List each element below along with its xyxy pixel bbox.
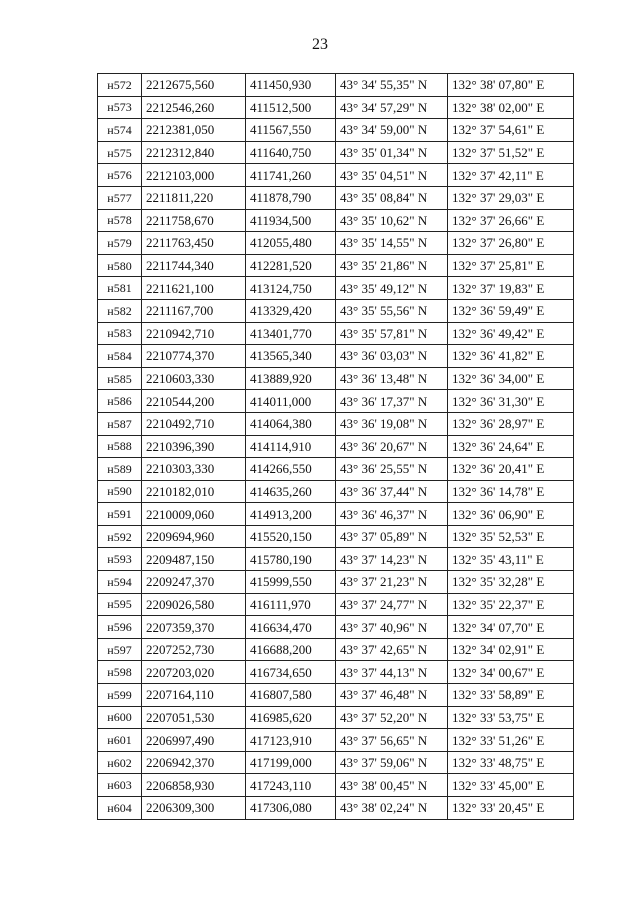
- x-coordinate-cell: 2207252,730: [142, 638, 246, 661]
- x-coordinate-cell: 2211758,670: [142, 209, 246, 232]
- point-id-cell: н588: [98, 435, 142, 458]
- longitude-cell: 132° 37' 51,52" E: [448, 141, 574, 164]
- table-row: [98, 661, 574, 684]
- longitude-cell: 132° 36' 28,97" E: [448, 412, 574, 435]
- point-id-cell: н601: [98, 729, 142, 752]
- y-coordinate-cell: 411741,260: [246, 164, 336, 187]
- table-row: [98, 480, 574, 503]
- x-coordinate-cell: 2212103,000: [142, 164, 246, 187]
- point-id-cell: н578: [98, 209, 142, 232]
- x-coordinate-cell: 2211167,700: [142, 299, 246, 322]
- longitude-cell: 132° 35' 22,37" E: [448, 593, 574, 616]
- table-row: [98, 164, 574, 187]
- x-coordinate-cell: 2212381,050: [142, 119, 246, 142]
- latitude-cell: 43° 35' 10,62" N: [336, 209, 448, 232]
- longitude-cell: 132° 36' 31,30" E: [448, 390, 574, 413]
- y-coordinate-cell: 416634,470: [246, 616, 336, 639]
- longitude-cell: 132° 36' 14,78" E: [448, 480, 574, 503]
- table-row: [98, 322, 574, 345]
- x-coordinate-cell: 2206942,370: [142, 751, 246, 774]
- latitude-cell: 43° 36' 13,48" N: [336, 367, 448, 390]
- point-id-cell: н594: [98, 571, 142, 594]
- longitude-cell: 132° 36' 49,42" E: [448, 322, 574, 345]
- table-row: [98, 638, 574, 661]
- y-coordinate-cell: 411878,790: [246, 186, 336, 209]
- point-id-cell: н582: [98, 299, 142, 322]
- y-coordinate-cell: 415780,190: [246, 548, 336, 571]
- latitude-cell: 43° 37' 40,96" N: [336, 616, 448, 639]
- y-coordinate-cell: 412055,480: [246, 232, 336, 255]
- table-row: [98, 435, 574, 458]
- longitude-cell: 132° 37' 29,03" E: [448, 186, 574, 209]
- table-row: [98, 412, 574, 435]
- longitude-cell: 132° 38' 02,00" E: [448, 96, 574, 119]
- point-id-cell: н585: [98, 367, 142, 390]
- y-coordinate-cell: 414064,380: [246, 412, 336, 435]
- latitude-cell: 43° 36' 25,55" N: [336, 458, 448, 481]
- longitude-cell: 132° 35' 52,53" E: [448, 525, 574, 548]
- y-coordinate-cell: 417306,080: [246, 797, 336, 820]
- table-row: [98, 345, 574, 368]
- point-id-cell: н590: [98, 480, 142, 503]
- latitude-cell: 43° 35' 49,12" N: [336, 277, 448, 300]
- table-row: [98, 548, 574, 571]
- point-id-cell: н589: [98, 458, 142, 481]
- point-id-cell: н591: [98, 503, 142, 526]
- latitude-cell: 43° 37' 21,23" N: [336, 571, 448, 594]
- table-row: [98, 367, 574, 390]
- x-coordinate-cell: 2210303,330: [142, 458, 246, 481]
- point-id-cell: н598: [98, 661, 142, 684]
- x-coordinate-cell: 2210492,710: [142, 412, 246, 435]
- latitude-cell: 43° 34' 55,35" N: [336, 74, 448, 97]
- x-coordinate-cell: 2212312,840: [142, 141, 246, 164]
- y-coordinate-cell: 413401,770: [246, 322, 336, 345]
- table-row: [98, 729, 574, 752]
- longitude-cell: 132° 36' 41,82" E: [448, 345, 574, 368]
- longitude-cell: 132° 36' 06,90" E: [448, 503, 574, 526]
- y-coordinate-cell: 414635,260: [246, 480, 336, 503]
- x-coordinate-cell: 2210942,710: [142, 322, 246, 345]
- x-coordinate-cell: 2210774,370: [142, 345, 246, 368]
- longitude-cell: 132° 34' 02,91" E: [448, 638, 574, 661]
- longitude-cell: 132° 37' 25,81" E: [448, 254, 574, 277]
- point-id-cell: н583: [98, 322, 142, 345]
- y-coordinate-cell: 411450,930: [246, 74, 336, 97]
- table-row: [98, 616, 574, 639]
- x-coordinate-cell: 2207051,530: [142, 706, 246, 729]
- point-id-cell: н600: [98, 706, 142, 729]
- y-coordinate-cell: 413124,750: [246, 277, 336, 300]
- latitude-cell: 43° 37' 44,13" N: [336, 661, 448, 684]
- point-id-cell: н592: [98, 525, 142, 548]
- point-id-cell: н599: [98, 684, 142, 707]
- coordinates-table-body: [98, 74, 574, 820]
- y-coordinate-cell: 411640,750: [246, 141, 336, 164]
- table-row: [98, 797, 574, 820]
- point-id-cell: н595: [98, 593, 142, 616]
- longitude-cell: 132° 33' 58,89" E: [448, 684, 574, 707]
- point-id-cell: н602: [98, 751, 142, 774]
- point-id-cell: н576: [98, 164, 142, 187]
- x-coordinate-cell: 2210009,060: [142, 503, 246, 526]
- x-coordinate-cell: 2209026,580: [142, 593, 246, 616]
- table-row: [98, 706, 574, 729]
- table-row: [98, 503, 574, 526]
- x-coordinate-cell: 2209247,370: [142, 571, 246, 594]
- y-coordinate-cell: 411934,500: [246, 209, 336, 232]
- longitude-cell: 132° 34' 00,67" E: [448, 661, 574, 684]
- longitude-cell: 132° 37' 26,66" E: [448, 209, 574, 232]
- point-id-cell: н584: [98, 345, 142, 368]
- y-coordinate-cell: 414011,000: [246, 390, 336, 413]
- x-coordinate-cell: 2210396,390: [142, 435, 246, 458]
- table-row: [98, 593, 574, 616]
- latitude-cell: 43° 34' 59,00" N: [336, 119, 448, 142]
- x-coordinate-cell: 2209487,150: [142, 548, 246, 571]
- table-row: [98, 277, 574, 300]
- y-coordinate-cell: 416688,200: [246, 638, 336, 661]
- y-coordinate-cell: 417123,910: [246, 729, 336, 752]
- x-coordinate-cell: 2211763,450: [142, 232, 246, 255]
- longitude-cell: 132° 37' 26,80" E: [448, 232, 574, 255]
- point-id-cell: н596: [98, 616, 142, 639]
- latitude-cell: 43° 37' 24,77" N: [336, 593, 448, 616]
- point-id-cell: н579: [98, 232, 142, 255]
- x-coordinate-cell: 2206309,300: [142, 797, 246, 820]
- latitude-cell: 43° 36' 17,37" N: [336, 390, 448, 413]
- latitude-cell: 43° 36' 37,44" N: [336, 480, 448, 503]
- table-row: [98, 209, 574, 232]
- longitude-cell: 132° 35' 32,28" E: [448, 571, 574, 594]
- y-coordinate-cell: 412281,520: [246, 254, 336, 277]
- point-id-cell: н573: [98, 96, 142, 119]
- latitude-cell: 43° 38' 02,24" N: [336, 797, 448, 820]
- table-row: [98, 684, 574, 707]
- point-id-cell: н581: [98, 277, 142, 300]
- point-id-cell: н593: [98, 548, 142, 571]
- point-id-cell: н580: [98, 254, 142, 277]
- table-row: [98, 96, 574, 119]
- table-row: [98, 232, 574, 255]
- point-id-cell: н577: [98, 186, 142, 209]
- y-coordinate-cell: 413329,420: [246, 299, 336, 322]
- latitude-cell: 43° 37' 05,89" N: [336, 525, 448, 548]
- y-coordinate-cell: 415999,550: [246, 571, 336, 594]
- longitude-cell: 132° 33' 20,45" E: [448, 797, 574, 820]
- longitude-cell: 132° 36' 24,64" E: [448, 435, 574, 458]
- x-coordinate-cell: 2211621,100: [142, 277, 246, 300]
- latitude-cell: 43° 36' 03,03" N: [336, 345, 448, 368]
- page-number: 23: [312, 36, 328, 53]
- table-row: [98, 571, 574, 594]
- latitude-cell: 43° 34' 57,29" N: [336, 96, 448, 119]
- table-row: [98, 74, 574, 97]
- x-coordinate-cell: 2211744,340: [142, 254, 246, 277]
- table-row: [98, 141, 574, 164]
- table-row: [98, 458, 574, 481]
- y-coordinate-cell: 414114,910: [246, 435, 336, 458]
- x-coordinate-cell: 2207359,370: [142, 616, 246, 639]
- x-coordinate-cell: 2206997,490: [142, 729, 246, 752]
- y-coordinate-cell: 411567,550: [246, 119, 336, 142]
- latitude-cell: 43° 36' 19,08" N: [336, 412, 448, 435]
- table-row: [98, 751, 574, 774]
- table-row: [98, 119, 574, 142]
- longitude-cell: 132° 33' 53,75" E: [448, 706, 574, 729]
- y-coordinate-cell: 414266,550: [246, 458, 336, 481]
- point-id-cell: н604: [98, 797, 142, 820]
- longitude-cell: 132° 33' 45,00" E: [448, 774, 574, 797]
- table-row: [98, 299, 574, 322]
- longitude-cell: 132° 36' 20,41" E: [448, 458, 574, 481]
- x-coordinate-cell: 2210603,330: [142, 367, 246, 390]
- table-row: [98, 525, 574, 548]
- longitude-cell: 132° 36' 59,49" E: [448, 299, 574, 322]
- latitude-cell: 43° 37' 46,48" N: [336, 684, 448, 707]
- x-coordinate-cell: 2206858,930: [142, 774, 246, 797]
- longitude-cell: 132° 33' 48,75" E: [448, 751, 574, 774]
- y-coordinate-cell: 414913,200: [246, 503, 336, 526]
- x-coordinate-cell: 2211811,220: [142, 186, 246, 209]
- table-row: [98, 390, 574, 413]
- x-coordinate-cell: 2209694,960: [142, 525, 246, 548]
- x-coordinate-cell: 2212546,260: [142, 96, 246, 119]
- longitude-cell: 132° 35' 43,11" E: [448, 548, 574, 571]
- y-coordinate-cell: 415520,150: [246, 525, 336, 548]
- latitude-cell: 43° 37' 42,65" N: [336, 638, 448, 661]
- latitude-cell: 43° 37' 52,20" N: [336, 706, 448, 729]
- y-coordinate-cell: 416985,620: [246, 706, 336, 729]
- latitude-cell: 43° 35' 57,81" N: [336, 322, 448, 345]
- latitude-cell: 43° 36' 46,37" N: [336, 503, 448, 526]
- latitude-cell: 43° 38' 00,45" N: [336, 774, 448, 797]
- point-id-cell: н572: [98, 74, 142, 97]
- x-coordinate-cell: 2210182,010: [142, 480, 246, 503]
- x-coordinate-cell: 2210544,200: [142, 390, 246, 413]
- point-id-cell: н574: [98, 119, 142, 142]
- y-coordinate-cell: 411512,500: [246, 96, 336, 119]
- x-coordinate-cell: 2207164,110: [142, 684, 246, 707]
- y-coordinate-cell: 416807,580: [246, 684, 336, 707]
- y-coordinate-cell: 413565,340: [246, 345, 336, 368]
- y-coordinate-cell: 416734,650: [246, 661, 336, 684]
- point-id-cell: н587: [98, 412, 142, 435]
- y-coordinate-cell: 413889,920: [246, 367, 336, 390]
- latitude-cell: 43° 37' 56,65" N: [336, 729, 448, 752]
- point-id-cell: н575: [98, 141, 142, 164]
- coordinates-table: [97, 73, 574, 820]
- latitude-cell: 43° 35' 01,34" N: [336, 141, 448, 164]
- longitude-cell: 132° 37' 54,61" E: [448, 119, 574, 142]
- y-coordinate-cell: 417243,110: [246, 774, 336, 797]
- longitude-cell: 132° 37' 42,11" E: [448, 164, 574, 187]
- x-coordinate-cell: 2207203,020: [142, 661, 246, 684]
- latitude-cell: 43° 37' 14,23" N: [336, 548, 448, 571]
- latitude-cell: 43° 35' 04,51" N: [336, 164, 448, 187]
- latitude-cell: 43° 35' 21,86" N: [336, 254, 448, 277]
- latitude-cell: 43° 35' 14,55" N: [336, 232, 448, 255]
- x-coordinate-cell: 2212675,560: [142, 74, 246, 97]
- y-coordinate-cell: 417199,000: [246, 751, 336, 774]
- latitude-cell: 43° 35' 55,56" N: [336, 299, 448, 322]
- table-row: [98, 186, 574, 209]
- longitude-cell: 132° 38' 07,80" E: [448, 74, 574, 97]
- y-coordinate-cell: 416111,970: [246, 593, 336, 616]
- table-row: [98, 774, 574, 797]
- point-id-cell: н597: [98, 638, 142, 661]
- point-id-cell: н586: [98, 390, 142, 413]
- latitude-cell: 43° 35' 08,84" N: [336, 186, 448, 209]
- latitude-cell: 43° 36' 20,67" N: [336, 435, 448, 458]
- latitude-cell: 43° 37' 59,06" N: [336, 751, 448, 774]
- point-id-cell: н603: [98, 774, 142, 797]
- longitude-cell: 132° 34' 07,70" E: [448, 616, 574, 639]
- longitude-cell: 132° 36' 34,00" E: [448, 367, 574, 390]
- longitude-cell: 132° 37' 19,83" E: [448, 277, 574, 300]
- longitude-cell: 132° 33' 51,26" E: [448, 729, 574, 752]
- table-row: [98, 254, 574, 277]
